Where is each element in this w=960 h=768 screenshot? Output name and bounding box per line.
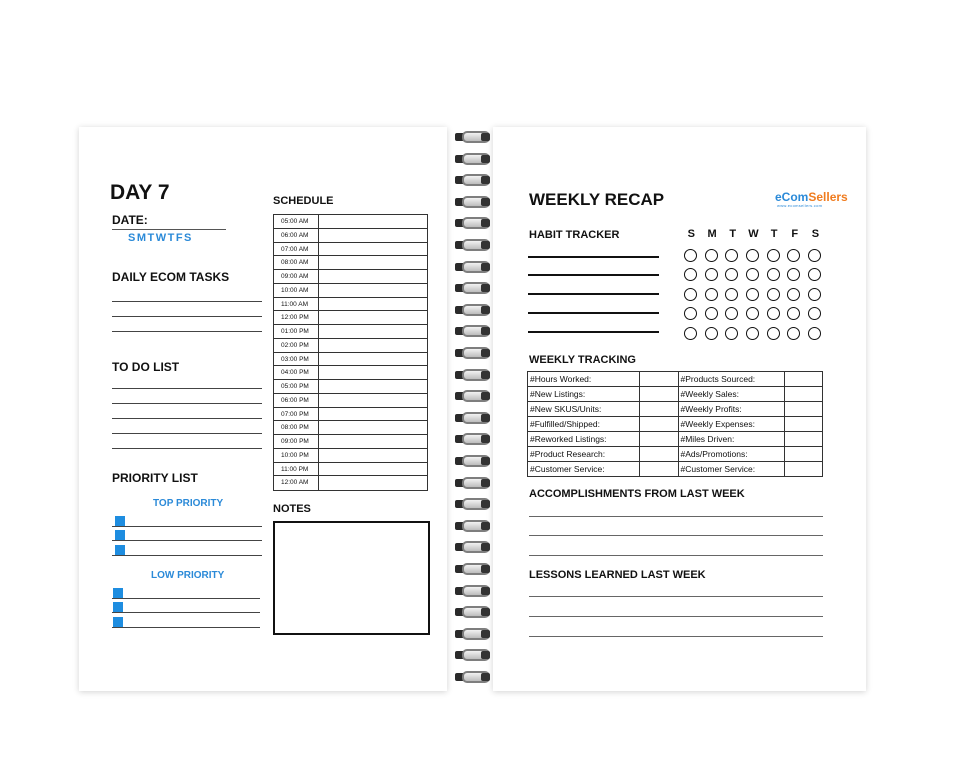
- schedule-row: [274, 476, 427, 490]
- habit-line[interactable]: [528, 293, 659, 295]
- low-priority-checkbox[interactable]: [113, 617, 123, 627]
- todo-line[interactable]: [112, 403, 262, 404]
- schedule-slot[interactable]: [319, 215, 427, 228]
- habit-day-letter: T: [770, 228, 778, 240]
- habit-checkbox-circle[interactable]: [746, 268, 759, 281]
- lesson-line[interactable]: [529, 636, 823, 637]
- schedule-row: [274, 243, 427, 257]
- schedule-row: [274, 284, 427, 298]
- schedule-slot[interactable]: [319, 229, 427, 242]
- tracking-label: #Miles Driven:: [678, 432, 784, 447]
- schedule-time: 09:00 AM: [274, 270, 319, 283]
- tracking-row: [528, 387, 823, 402]
- schedule-time: 08:00 PM: [274, 421, 319, 434]
- schedule-slot[interactable]: [319, 298, 427, 311]
- schedule-row: [274, 353, 427, 367]
- tracking-value[interactable]: [784, 432, 822, 447]
- spiral-ring: [452, 540, 496, 554]
- tracking-label: #Customer Service:: [678, 462, 784, 477]
- tracking-value[interactable]: [784, 402, 822, 417]
- habit-checkbox-circle[interactable]: [725, 268, 738, 281]
- tracking-label: #Products Sourced:: [678, 372, 784, 387]
- spiral-ring: [452, 605, 496, 619]
- habit-checkbox-circle[interactable]: [767, 288, 780, 301]
- notes-box[interactable]: [273, 521, 430, 635]
- schedule-slot[interactable]: [319, 243, 427, 256]
- habit-checkbox-circle[interactable]: [787, 288, 800, 301]
- schedule-time: 10:00 PM: [274, 449, 319, 462]
- top-priority-checkbox[interactable]: [115, 530, 125, 540]
- tracking-value[interactable]: [784, 372, 822, 387]
- accomplishment-line[interactable]: [529, 516, 823, 517]
- tracking-label: #New SKUS/Units:: [528, 402, 640, 417]
- spiral-ring: [452, 281, 496, 295]
- habit-checkbox-circle[interactable]: [746, 327, 759, 340]
- schedule-slot[interactable]: [319, 380, 427, 393]
- habit-checkbox-circle[interactable]: [787, 327, 800, 340]
- logo-part-sellers: Sellers: [808, 190, 848, 204]
- accomplishment-line[interactable]: [529, 555, 823, 556]
- schedule-row: [274, 270, 427, 284]
- tracking-label: #New Listings:: [528, 387, 640, 402]
- habit-day-letters: [681, 228, 826, 240]
- weekday-letters: SMTWTFS: [128, 232, 193, 244]
- todo-line[interactable]: [112, 418, 262, 419]
- logo-part-ecom: eCom: [775, 190, 809, 204]
- lesson-line[interactable]: [529, 596, 823, 597]
- habit-checkbox-circle[interactable]: [746, 249, 759, 262]
- schedule-slot[interactable]: [319, 435, 427, 448]
- schedule-time: 08:00 AM: [274, 256, 319, 269]
- tracking-label: #Product Research:: [528, 447, 640, 462]
- spiral-ring: [452, 173, 496, 187]
- top-priority-checkbox[interactable]: [115, 545, 125, 555]
- schedule-slot[interactable]: [319, 394, 427, 407]
- spiral-ring: [452, 368, 496, 382]
- spiral-ring: [452, 584, 496, 598]
- habit-checkbox-circle[interactable]: [684, 249, 697, 262]
- tracking-value[interactable]: [640, 387, 678, 402]
- spiral-ring: [452, 627, 496, 641]
- priority-title: PRIORITY LIST: [112, 471, 198, 485]
- schedule-time: 12:00 AM: [274, 476, 319, 490]
- schedule-title: SCHEDULE: [273, 195, 334, 207]
- schedule-slot[interactable]: [319, 256, 427, 269]
- priority-line[interactable]: [112, 526, 262, 527]
- tracking-value[interactable]: [640, 402, 678, 417]
- habit-checkbox-circle[interactable]: [705, 327, 718, 340]
- schedule-slot[interactable]: [319, 339, 427, 352]
- schedule-row: [274, 215, 427, 229]
- tracking-label: #Hours Worked:: [528, 372, 640, 387]
- task-line[interactable]: [112, 316, 262, 317]
- habit-line[interactable]: [528, 331, 659, 333]
- tracking-label: #Weekly Sales:: [678, 387, 784, 402]
- spiral-ring: [452, 152, 496, 166]
- notes-title: NOTES: [273, 503, 311, 515]
- top-priority-checkbox[interactable]: [115, 516, 125, 526]
- habit-circle-row: [684, 327, 829, 340]
- schedule-slot[interactable]: [319, 408, 427, 421]
- schedule-slot[interactable]: [319, 353, 427, 366]
- tracking-value[interactable]: [784, 417, 822, 432]
- schedule-time: 06:00 PM: [274, 394, 319, 407]
- habit-circle-row: [684, 288, 829, 301]
- spiral-ring: [452, 670, 496, 684]
- tracking-label: #Reworked Listings:: [528, 432, 640, 447]
- habit-day-letter: M: [707, 228, 717, 240]
- spiral-ring: [452, 411, 496, 425]
- spiral-binding: [452, 130, 496, 688]
- daily-tasks-title: DAILY ECOM TASKS: [112, 270, 230, 284]
- ecomsellers-logo: [775, 190, 848, 204]
- spiral-ring: [452, 216, 496, 230]
- spiral-ring: [452, 303, 496, 317]
- schedule-row: [274, 311, 427, 325]
- habit-checkbox-circle[interactable]: [787, 249, 800, 262]
- habit-checkbox-circle[interactable]: [787, 268, 800, 281]
- habit-checkbox-circle[interactable]: [725, 249, 738, 262]
- schedule-time: 07:00 PM: [274, 408, 319, 421]
- weekly-tracking-table: [527, 371, 823, 477]
- schedule-row: [274, 408, 427, 422]
- schedule-time: 05:00 PM: [274, 380, 319, 393]
- spiral-ring: [452, 519, 496, 533]
- schedule-slot[interactable]: [319, 270, 427, 283]
- tracking-value[interactable]: [784, 462, 822, 477]
- lessons-title: LESSONS LEARNED LAST WEEK: [529, 569, 706, 581]
- habit-checkbox-circle[interactable]: [746, 307, 759, 320]
- habit-checkbox-circle[interactable]: [787, 307, 800, 320]
- schedule-time: 09:00 PM: [274, 435, 319, 448]
- spiral-ring: [452, 497, 496, 511]
- schedule-row: [274, 421, 427, 435]
- schedule-time: 01:00 PM: [274, 325, 319, 338]
- priority-line[interactable]: [112, 555, 262, 556]
- habit-checkbox-circle[interactable]: [725, 307, 738, 320]
- schedule-row: [274, 463, 427, 477]
- schedule-row: [274, 366, 427, 380]
- priority-line[interactable]: [112, 612, 260, 613]
- spiral-ring: [452, 238, 496, 252]
- accomplishments-title: ACCOMPLISHMENTS FROM LAST WEEK: [529, 488, 745, 500]
- low-priority-label: LOW PRIORITY: [151, 570, 225, 581]
- habit-checkbox-circle[interactable]: [767, 327, 780, 340]
- schedule-row: [274, 339, 427, 353]
- tracking-value[interactable]: [784, 387, 822, 402]
- spiral-ring: [452, 454, 496, 468]
- schedule-row: [274, 449, 427, 463]
- low-priority-checkbox[interactable]: [113, 588, 123, 598]
- habit-checkbox-circle[interactable]: [725, 288, 738, 301]
- habit-checkbox-circle[interactable]: [808, 288, 821, 301]
- schedule-row: [274, 435, 427, 449]
- habit-day-letter: T: [729, 228, 737, 240]
- habit-checkbox-circle[interactable]: [705, 249, 718, 262]
- accomplishment-line[interactable]: [529, 535, 823, 536]
- spiral-ring: [452, 648, 496, 662]
- tracking-row: [528, 432, 823, 447]
- schedule-slot[interactable]: [319, 421, 427, 434]
- habit-checkbox-circle[interactable]: [705, 268, 718, 281]
- todo-line[interactable]: [112, 433, 262, 434]
- date-label: DATE:: [112, 213, 148, 227]
- spiral-ring: [452, 260, 496, 274]
- tracking-value[interactable]: [640, 432, 678, 447]
- habit-day-letter: W: [748, 228, 759, 240]
- task-line[interactable]: [112, 301, 262, 302]
- tracking-row: [528, 417, 823, 432]
- schedule-time: 11:00 PM: [274, 463, 319, 476]
- habit-checkbox-circle[interactable]: [767, 268, 780, 281]
- schedule-time: 02:00 PM: [274, 339, 319, 352]
- habit-checkbox-circle[interactable]: [684, 268, 697, 281]
- habit-day-letter: S: [811, 228, 820, 240]
- schedule-slot[interactable]: [319, 325, 427, 338]
- tracking-row: [528, 447, 823, 462]
- schedule-slot[interactable]: [319, 463, 427, 476]
- day-title: DAY 7: [110, 181, 170, 204]
- schedule-row: [274, 380, 427, 394]
- priority-line[interactable]: [112, 627, 260, 628]
- spiral-ring: [452, 324, 496, 338]
- schedule-row: [274, 394, 427, 408]
- spiral-ring: [452, 195, 496, 209]
- habit-checkbox-circle[interactable]: [705, 288, 718, 301]
- habit-day-letter: S: [687, 228, 696, 240]
- priority-line[interactable]: [112, 598, 260, 599]
- spiral-ring: [452, 130, 496, 144]
- spiral-ring: [452, 562, 496, 576]
- habit-line[interactable]: [528, 312, 659, 314]
- schedule-time: 07:00 AM: [274, 243, 319, 256]
- spiral-ring: [452, 346, 496, 360]
- spiral-ring: [452, 432, 496, 446]
- tracking-value[interactable]: [640, 417, 678, 432]
- todo-title: TO DO LIST: [112, 360, 180, 374]
- tracking-row: [528, 462, 823, 477]
- schedule-time: 03:00 PM: [274, 353, 319, 366]
- schedule-row: [274, 256, 427, 270]
- schedule-slot[interactable]: [319, 311, 427, 324]
- habit-checkbox-circle[interactable]: [684, 327, 697, 340]
- weekly-recap-title: WEEKLY RECAP: [529, 190, 665, 209]
- schedule-time: 12:00 PM: [274, 311, 319, 324]
- habit-circle-row: [684, 307, 829, 320]
- schedule-row: [274, 298, 427, 312]
- tracking-row: [528, 372, 823, 387]
- schedule-row: [274, 325, 427, 339]
- habit-checkbox-circle[interactable]: [808, 307, 821, 320]
- tracking-label: #Fulfilled/Shipped:: [528, 417, 640, 432]
- tracking-value[interactable]: [640, 372, 678, 387]
- schedule-slot[interactable]: [319, 366, 427, 379]
- spiral-ring: [452, 476, 496, 490]
- schedule-time: 04:00 PM: [274, 366, 319, 379]
- todo-line[interactable]: [112, 388, 262, 389]
- habit-checkbox-circle[interactable]: [767, 249, 780, 262]
- todo-line[interactable]: [112, 448, 262, 449]
- habit-day-letter: F: [791, 228, 799, 240]
- logo-url: www.ecomsellers.com: [777, 203, 823, 208]
- schedule-time: 11:00 AM: [274, 298, 319, 311]
- habit-checkbox-circle[interactable]: [808, 327, 821, 340]
- tracking-label: #Weekly Expenses:: [678, 417, 784, 432]
- habit-checkbox-circle[interactable]: [684, 288, 697, 301]
- date-line[interactable]: [112, 229, 226, 230]
- habit-checkbox-circle[interactable]: [808, 268, 821, 281]
- top-priority-label: TOP PRIORITY: [153, 498, 224, 509]
- habit-line[interactable]: [528, 256, 659, 258]
- habit-checkbox-circle[interactable]: [767, 307, 780, 320]
- habit-checkbox-circle[interactable]: [705, 307, 718, 320]
- spiral-ring: [452, 389, 496, 403]
- habit-circle-row: [684, 268, 829, 281]
- habit-checkbox-circle[interactable]: [808, 249, 821, 262]
- tracking-label: #Ads/Promotions:: [678, 447, 784, 462]
- schedule-row: [274, 229, 427, 243]
- tracking-label: #Customer Service:: [528, 462, 640, 477]
- schedule-slot[interactable]: [319, 476, 427, 490]
- habit-circle-row: [684, 249, 829, 262]
- task-line[interactable]: [112, 331, 262, 332]
- schedule-table: [273, 214, 428, 491]
- tracking-value[interactable]: [640, 462, 678, 477]
- priority-line[interactable]: [112, 540, 262, 541]
- tracking-label: #Weekly Profits:: [678, 402, 784, 417]
- weekly-tracking-title: WEEKLY TRACKING: [529, 354, 636, 366]
- schedule-time: 05:00 AM: [274, 215, 319, 228]
- habit-line[interactable]: [528, 274, 659, 276]
- tracking-value[interactable]: [640, 447, 678, 462]
- schedule-slot[interactable]: [319, 449, 427, 462]
- low-priority-checkbox[interactable]: [113, 602, 123, 612]
- habit-checkbox-circle[interactable]: [684, 307, 697, 320]
- lesson-line[interactable]: [529, 616, 823, 617]
- schedule-slot[interactable]: [319, 284, 427, 297]
- habit-tracker-title: HABIT TRACKER: [529, 229, 620, 241]
- schedule-time: 06:00 AM: [274, 229, 319, 242]
- habit-checkbox-circle[interactable]: [725, 327, 738, 340]
- schedule-time: 10:00 AM: [274, 284, 319, 297]
- tracking-row: [528, 402, 823, 417]
- habit-checkbox-circle[interactable]: [746, 288, 759, 301]
- tracking-value[interactable]: [784, 447, 822, 462]
